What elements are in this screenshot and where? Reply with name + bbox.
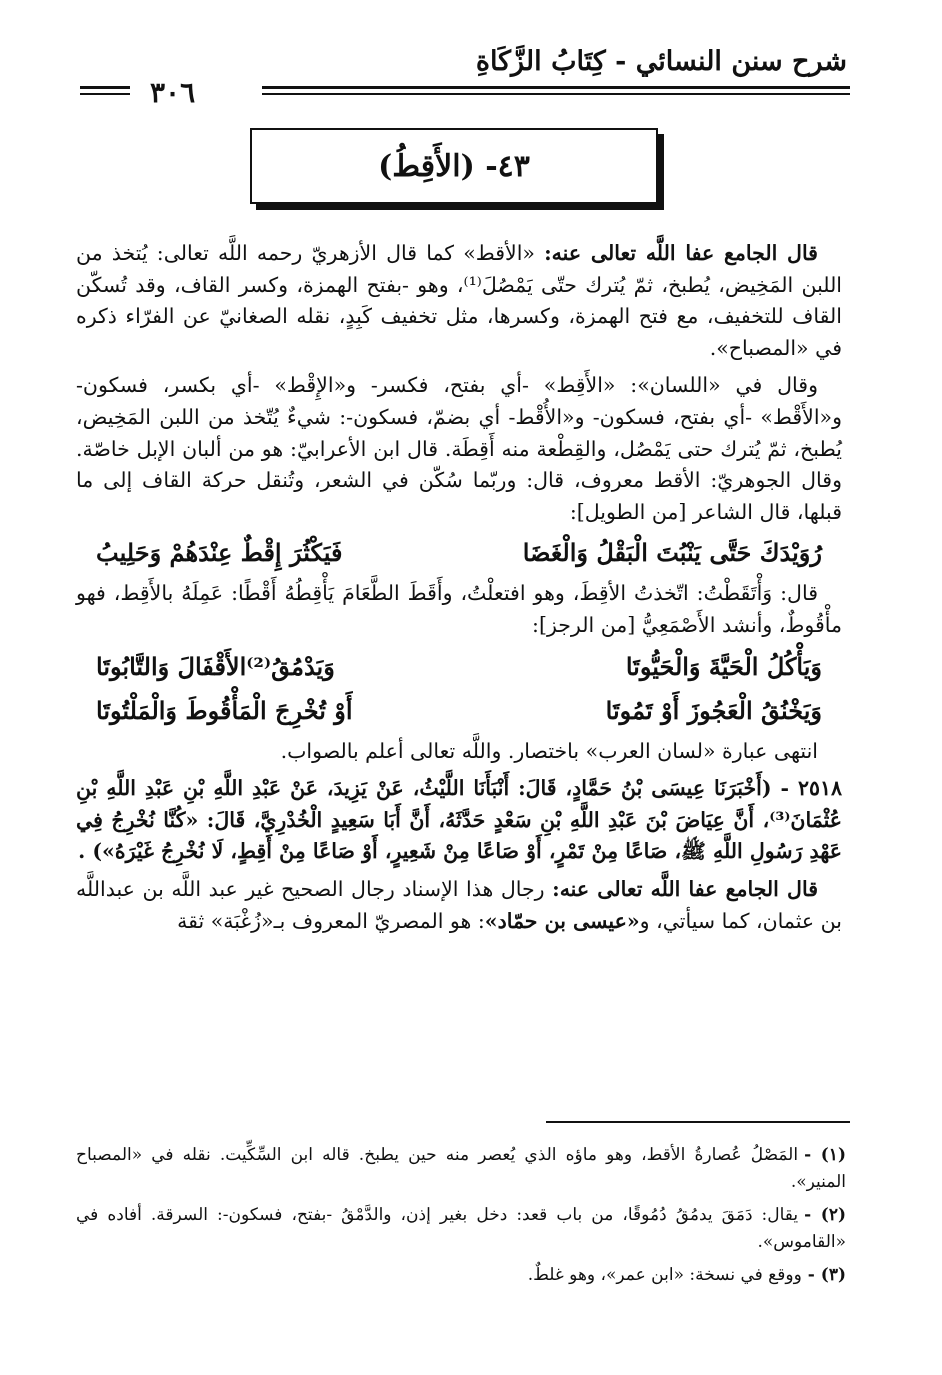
header-rule bbox=[262, 86, 850, 89]
verse-second-half: أَوْ تُخْرِجَ الْمَأْقُوطَ وَالْمَلْتُوتَا bbox=[96, 695, 353, 725]
header-rule bbox=[80, 93, 130, 95]
narrator-name: «عيسى بن حمّاد» bbox=[484, 908, 640, 933]
poem-verse bbox=[96, 692, 822, 730]
paragraph-text: رجال هذا الإسناد رجال الصحيح غير عبد اللَّه بن عبداللَّه بن عثمان، كما سيأتي، و bbox=[76, 876, 842, 933]
verse-second-half: وَيَدْمُقُ⁽²⁾الأَقْفَالَ وَالتَّابُوتَا bbox=[96, 651, 335, 681]
verse-first-half: رُوَيْدَكَ حَتَّى يَنْبُتَ الْبَقْلُ وَالْغَضَا bbox=[522, 538, 822, 568]
poem-verse bbox=[96, 648, 822, 686]
footnote-number: (٢) - bbox=[804, 1205, 846, 1225]
verse-second-half: فَيَكْثُرَ إِقْطٌ عِنْدَهُمْ وَحَلِيبُ bbox=[96, 538, 343, 568]
footnote-separator bbox=[546, 1121, 850, 1123]
paragraph-text: : هو المصريّ المعروف بـ«زُغْبَة» ثقة bbox=[177, 908, 485, 933]
verse-first-half: وَيَأْكُلُ الْحَيَّةَ وَالْحَيُّوتَا bbox=[625, 651, 822, 681]
header-rule bbox=[80, 86, 130, 89]
main-text bbox=[76, 238, 842, 943]
page-number: ٣٠٦ bbox=[150, 76, 196, 109]
header-rule bbox=[262, 93, 850, 95]
footnote-number: (٣) - bbox=[807, 1265, 846, 1285]
paragraph bbox=[76, 874, 842, 937]
paragraph: وقال في «اللسان»: «الأَقِط» -أي بفتح، فكسر- و«الإِقْط» -أي بكسر، فسكون- و«الأَقْط» -أي بفتح، فسكون- و«الأُقْط- أي بضمّ، فسكون-: شيءٌ يُتّخذ من اللبن المَخِيض، يُطبخ، ثمّ يُترك حتى يَمْصُل، والقِطْعة منه أَقِطَة. قال ابن الأعرابيّ: هو من ألبان الإبل خاصّة. وقال الجوهريّ: الأقط معروف، قال: وربّما سُكّن في الشعر، وتُنقل حركة القاف إلى ما قبلها، قال الشاعر [من الطويل]: bbox=[76, 373, 842, 524]
paragraph: انتهى عبارة «لسان العرب» باختصار. واللَّه تعالى أعلم بالصواب. bbox=[280, 738, 818, 763]
footnote bbox=[76, 1202, 846, 1256]
hadith-text: ٢٥١٨ - (أَخْبَرَنَا عِيسَى بْنُ حَمَّادٍ، قَالَ: أَنْبَأَنَا اللَّيْثُ، عَنْ يَزِيدَ، عَنْ عَبْدِ اللَّهِ بْنِ عَبْدِ اللَّهِ بْنِ عُثْمَانَ⁽³⁾، أَنَّ عِيَاضَ بْنَ عَبْدِ اللَّهِ بْنِ سَعْدٍ حَدَّثَهُ، أَنَّ أَبَا سَعِيدٍ الْخُدْرِيَّ، قَالَ: «كُنَّا نُخْرِجُ فِي عَهْدِ رَسُولِ اللَّهِ ﷺ، صَاعًا مِنْ تَمْرٍ، أَوْ صَاعًا مِنْ شَعِيرٍ، أَوْ صَاعًا مِنْ أَقِطٍ، لَا نُخْرِجُ غَيْرَهُ») . bbox=[76, 776, 842, 864]
footnotes bbox=[76, 1142, 846, 1295]
author-note-lead: قال الجامع عفا اللَّه تعالى عنه: bbox=[544, 241, 818, 265]
verse-first-half: وَيَخْنُقُ الْعَجُوزَ أَوْ تَمُوتَا bbox=[605, 695, 822, 725]
chapter-title: ٤٣- (الأَقِطُ) bbox=[378, 148, 530, 184]
author-note-lead: قال الجامع عفا اللَّه تعالى عنه: bbox=[552, 876, 818, 901]
paragraph: قال: وَأْتَقَطْتُ: اتّخذتُ الأقِطَ، وهو افتعلْتُ، وأَقَطَ الطَّعَامَ يَأْقِطُهُ أَقْطًا: عَمِلَهُ بالأَقِط، فهو مأْقُوطٌ، وأنشد الأَصْمَعِيُّ [من الرجز]: bbox=[76, 581, 842, 637]
footnote-text: ووقع في نسخة: «ابن عمر»، وهو غلطٌ. bbox=[527, 1265, 802, 1285]
footnote-text: يقال: دَمَقَ يدمُقُ دُمُوقًا، من باب قعد: دخل بغير إذن، والدَّمْقُ -بفتح، فسكون-: السرقة. أفاده في «القاموس». bbox=[76, 1205, 846, 1252]
chapter-heading-box bbox=[250, 128, 658, 204]
paragraph-text: «الأقط» كما قال الأزهريّ رحمه اللَّه تعالى: يُتخذ من اللبن المَخِيض، يُطبخ، ثمّ يُترك حتّى يَمْصُلَ⁽¹⁾، وهو -بفتح الهمزة، وكسر القاف، وقد تُسكّن القاف للتخفيف، مع فتح الهمزة، وكسرها، مثل تخفيف كَبِدٍ، نقله الصغانيّ عن الفرّاء ذكره في «المصباح». bbox=[76, 241, 843, 360]
footnote-text: المَصْلُ عُصارةُ الأقط، وهو ماؤه الذي يُعصر منه حين يطبخ. قاله ابن السِّكِّيت. نقله في «المصباح المنير». bbox=[76, 1145, 846, 1192]
footnote bbox=[76, 1262, 846, 1289]
poem-verse bbox=[96, 534, 822, 572]
running-header-title: شرح سنن النسائي - كِتَابُ الزَّكَاةِ bbox=[475, 46, 847, 77]
footnote-number: (١) - bbox=[804, 1145, 846, 1165]
paragraph bbox=[76, 238, 842, 364]
footnote bbox=[76, 1142, 846, 1196]
